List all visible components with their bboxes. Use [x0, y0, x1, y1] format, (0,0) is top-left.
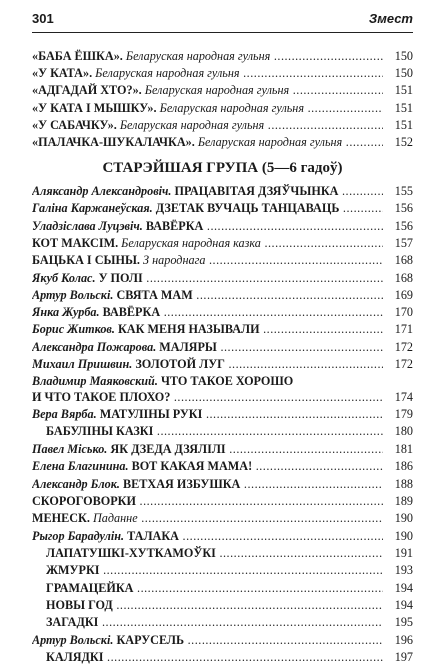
entry-title: «У КАТА І МЫШКУ».	[32, 100, 157, 115]
toc-entry-text	[32, 183, 383, 200]
toc-entry-text	[32, 321, 383, 338]
entry-page-number: 186	[394, 459, 413, 474]
toc-entry	[32, 406, 413, 423]
entry-page-number: 181	[394, 441, 413, 456]
toc-entry-text	[32, 252, 383, 269]
toc-entry	[32, 183, 413, 200]
toc-entry-text	[32, 458, 383, 475]
entry-page-number: 191	[394, 545, 413, 560]
entry-page-number: 194	[394, 597, 413, 612]
group-heading: СТАРЭЙШАЯ ГРУПА (5—6 гадоў)	[102, 160, 343, 176]
toc-entry-text	[46, 580, 383, 597]
toc-entry	[32, 218, 413, 235]
entry-title: У ПОЛІ	[98, 270, 143, 285]
toc-entry	[32, 117, 413, 134]
toc-entry-text	[46, 649, 383, 666]
entry-title: «У КАТА».	[32, 66, 93, 81]
toc-entry	[32, 632, 413, 649]
entry-page-number: 151	[394, 117, 413, 132]
toc-entry-text	[32, 134, 383, 151]
entry-page-number: 156	[394, 201, 413, 216]
entry-subtitle: Беларуская народная казка	[121, 235, 261, 250]
toc-entry	[32, 65, 413, 82]
toc-entry	[32, 614, 413, 631]
entry-page-number: 193	[394, 563, 413, 578]
entry-page-number: 170	[394, 305, 413, 320]
toc-entry	[32, 476, 413, 493]
toc-entry	[32, 441, 413, 458]
entry-title: СКОРОГОВОРКИ	[32, 493, 136, 508]
entry-page-number: 179	[394, 407, 413, 422]
entry-title: ТАЛАКА	[127, 528, 179, 543]
toc-entry	[32, 528, 413, 545]
entry-title: ГРАМАЦЕЙКА	[46, 580, 134, 595]
toc-entry	[32, 373, 413, 390]
toc-entry-text	[32, 82, 383, 99]
page-header	[32, 8, 413, 33]
toc-entry	[32, 423, 413, 440]
toc-entry-text	[46, 545, 383, 562]
entry-subtitle: Беларуская народная гульня	[125, 49, 271, 63]
toc-entry	[32, 134, 413, 151]
entry-subtitle: З народнага	[143, 253, 206, 268]
toc-entry	[32, 493, 413, 510]
entry-author: Борис Житков.	[32, 322, 115, 337]
entry-subtitle: Беларуская народная гульня	[119, 117, 265, 132]
toc-entry	[32, 287, 413, 304]
entry-page-number: 172	[394, 357, 413, 371]
page-number: 301	[32, 11, 54, 26]
entry-title: МАЛЯРЫ	[159, 339, 217, 354]
entry-title: СВЯТА МАМ	[116, 287, 193, 302]
entry-subtitle: Беларуская народная гульня	[144, 83, 290, 98]
toc-entry-text	[32, 117, 383, 134]
section-title: Змест	[368, 11, 413, 26]
toc-entry	[32, 580, 413, 597]
toc-entry	[32, 321, 413, 338]
entry-subtitle: Беларуская народная гульня	[159, 100, 305, 115]
entry-author: Павел Місько.	[32, 441, 108, 456]
entry-author: Елена Благинина.	[32, 459, 129, 474]
toc-entry-text	[32, 528, 383, 545]
toc-entry-text	[32, 304, 383, 321]
toc-entry	[32, 458, 413, 475]
entry-subtitle: Беларуская народная гульня	[197, 135, 343, 149]
entry-title: МЕНЕСК.	[32, 511, 90, 526]
toc-entry	[32, 100, 413, 117]
entry-title: БАЦЬКА І СЫНЫ.	[32, 253, 140, 268]
toc-entry-text	[32, 48, 383, 65]
entry-title: ВОТ КАКАЯ МАМА!	[131, 459, 253, 474]
toc-entry	[32, 82, 413, 99]
toc-entry-text	[46, 597, 383, 614]
toc-entry	[32, 649, 413, 666]
entry-page-number: 189	[394, 493, 413, 508]
entry-title: ВАВЁРКА	[145, 218, 204, 233]
entry-page-number: 150	[394, 66, 413, 81]
toc-entry	[32, 510, 413, 527]
entry-author: Александра Пожарова.	[32, 339, 157, 354]
toc-entry-text	[32, 441, 383, 458]
toc-entry-text	[46, 562, 383, 579]
entry-page-number: 168	[394, 253, 413, 268]
toc-entry	[32, 597, 413, 614]
entry-page-number: 172	[394, 339, 413, 354]
entry-author: Галіна Каржанеўская.	[32, 201, 153, 216]
entry-page-number: 151	[394, 83, 413, 98]
toc-entry-text	[46, 614, 383, 631]
entry-page-number: 152	[394, 135, 413, 149]
entry-title: КОТ МАКСІМ.	[32, 235, 119, 250]
toc-entry-text	[32, 510, 383, 527]
entry-author: Якуб Колас.	[32, 270, 96, 285]
entry-page-number: 151	[394, 100, 413, 115]
toc-entry	[32, 356, 413, 373]
toc-entry	[32, 48, 413, 65]
toc-entry	[32, 562, 413, 579]
entry-page-number: 171	[394, 322, 413, 337]
entry-subtitle: Паданне	[92, 511, 138, 526]
entry-author: Артур Вольскі.	[32, 287, 114, 302]
entry-page-number: 196	[394, 632, 413, 647]
toc-entry	[32, 304, 413, 321]
entry-title: ЖМУРКІ	[46, 563, 100, 578]
entry-title: КАРУСЕЛЬ	[116, 632, 185, 647]
toc-entry-text	[32, 200, 383, 217]
entry-title-line1: ЧТО ТАКОЕ ХОРОШО	[160, 374, 294, 389]
entry-page-number: 188	[394, 476, 413, 491]
toc-entry	[32, 545, 413, 562]
entry-title: ВЕТХАЯ ИЗБУШКА	[123, 476, 241, 491]
entry-subtitle: Беларуская народная гульня	[95, 66, 240, 81]
entry-author: Михаил Пришвин.	[32, 357, 133, 371]
entry-page-number: 190	[394, 511, 413, 526]
toc-entry	[32, 389, 413, 406]
entry-page-number: 157	[394, 235, 413, 250]
entry-title: БАБУЛІНЫ КАЗКІ	[46, 424, 154, 439]
entry-page-number: 168	[394, 270, 413, 285]
entry-author: Александр Блок.	[32, 476, 120, 491]
entry-title: МАТУЛІНЫ РУКІ	[99, 407, 203, 422]
entry-title-line2: И ЧТО ТАКОЕ ПЛОХО?	[32, 389, 171, 404]
entry-page-number: 180	[394, 424, 413, 439]
toc-entry-text	[32, 287, 383, 304]
entry-title: «БАБА ЁШКА».	[32, 49, 123, 63]
entry-page-number: 174	[394, 389, 413, 404]
toc-entry-text	[46, 423, 383, 440]
toc-entry-text	[32, 356, 383, 373]
entry-title: ЗОЛОТОЙ ЛУГ	[135, 357, 225, 371]
entry-page-number: 156	[394, 218, 413, 233]
entry-title: ПРАЦАВІТАЯ ДЗЯЎЧЫНКА	[174, 184, 339, 198]
entry-page-number: 155	[394, 184, 413, 198]
toc-entry	[32, 200, 413, 217]
toc-entry-text	[32, 218, 383, 235]
entry-author: Янка Журба.	[32, 305, 100, 320]
entry-title: ЗАГАДКІ	[46, 615, 99, 630]
entry-page-number: 190	[394, 528, 413, 543]
entry-page-number: 194	[394, 580, 413, 595]
toc-entry-text	[32, 373, 383, 390]
entry-title: ЯК ДЗЕДА ДЗЯЛІЛІ	[110, 441, 226, 456]
entry-author: Уладзіслава Луцэвіч.	[32, 218, 143, 233]
toc-entry-text	[32, 389, 383, 406]
entry-author: Аляксандр Александровіч.	[32, 184, 172, 198]
entry-author: Артур Вольскі.	[32, 632, 114, 647]
entry-title: ДЗЕТАК ВУЧАЦЬ ТАНЦАВАЦЬ	[155, 201, 340, 216]
toc-entry-text	[32, 406, 383, 423]
toc-entry-text	[32, 476, 383, 493]
entry-title: ЛАПАТУШКІ-ХУТКАМОЎКІ	[46, 545, 216, 560]
toc-entry-text	[32, 339, 383, 356]
entry-title: «АДГАДАЙ ХТО?».	[32, 83, 142, 98]
entry-author: Рыгор Барадулін.	[32, 528, 125, 543]
entry-title: КАК МЕНЯ НАЗЫВАЛИ	[117, 322, 260, 337]
toc-entry	[32, 270, 413, 287]
toc-entry-text	[32, 632, 383, 649]
entry-author: Вера Вярба.	[32, 407, 97, 422]
toc-entry-text	[32, 235, 383, 252]
toc-entry	[32, 235, 413, 252]
entry-author: Владимир Маяковский.	[32, 374, 158, 389]
toc-entry-text	[32, 100, 383, 117]
toc-entry-text	[32, 270, 383, 287]
entry-page-number: 195	[394, 615, 413, 630]
entry-title: НОВЫ ГОД	[46, 597, 113, 612]
toc-entry	[32, 339, 413, 356]
entry-page-number: 150	[394, 49, 413, 63]
entry-title: ВАВЁРКА	[102, 305, 161, 320]
entry-title: КАЛЯДКІ	[46, 650, 104, 664]
entry-title: «У САБАЧКУ».	[32, 117, 117, 132]
entry-title: «ПАЛАЧКА-ШУКАЛАЧКА».	[32, 135, 195, 149]
toc-entry-text	[32, 65, 383, 82]
entry-page-number: 197	[394, 650, 413, 664]
entry-page-number: 169	[394, 287, 413, 302]
toc-entry	[32, 252, 413, 269]
toc-entry-text	[32, 493, 383, 510]
